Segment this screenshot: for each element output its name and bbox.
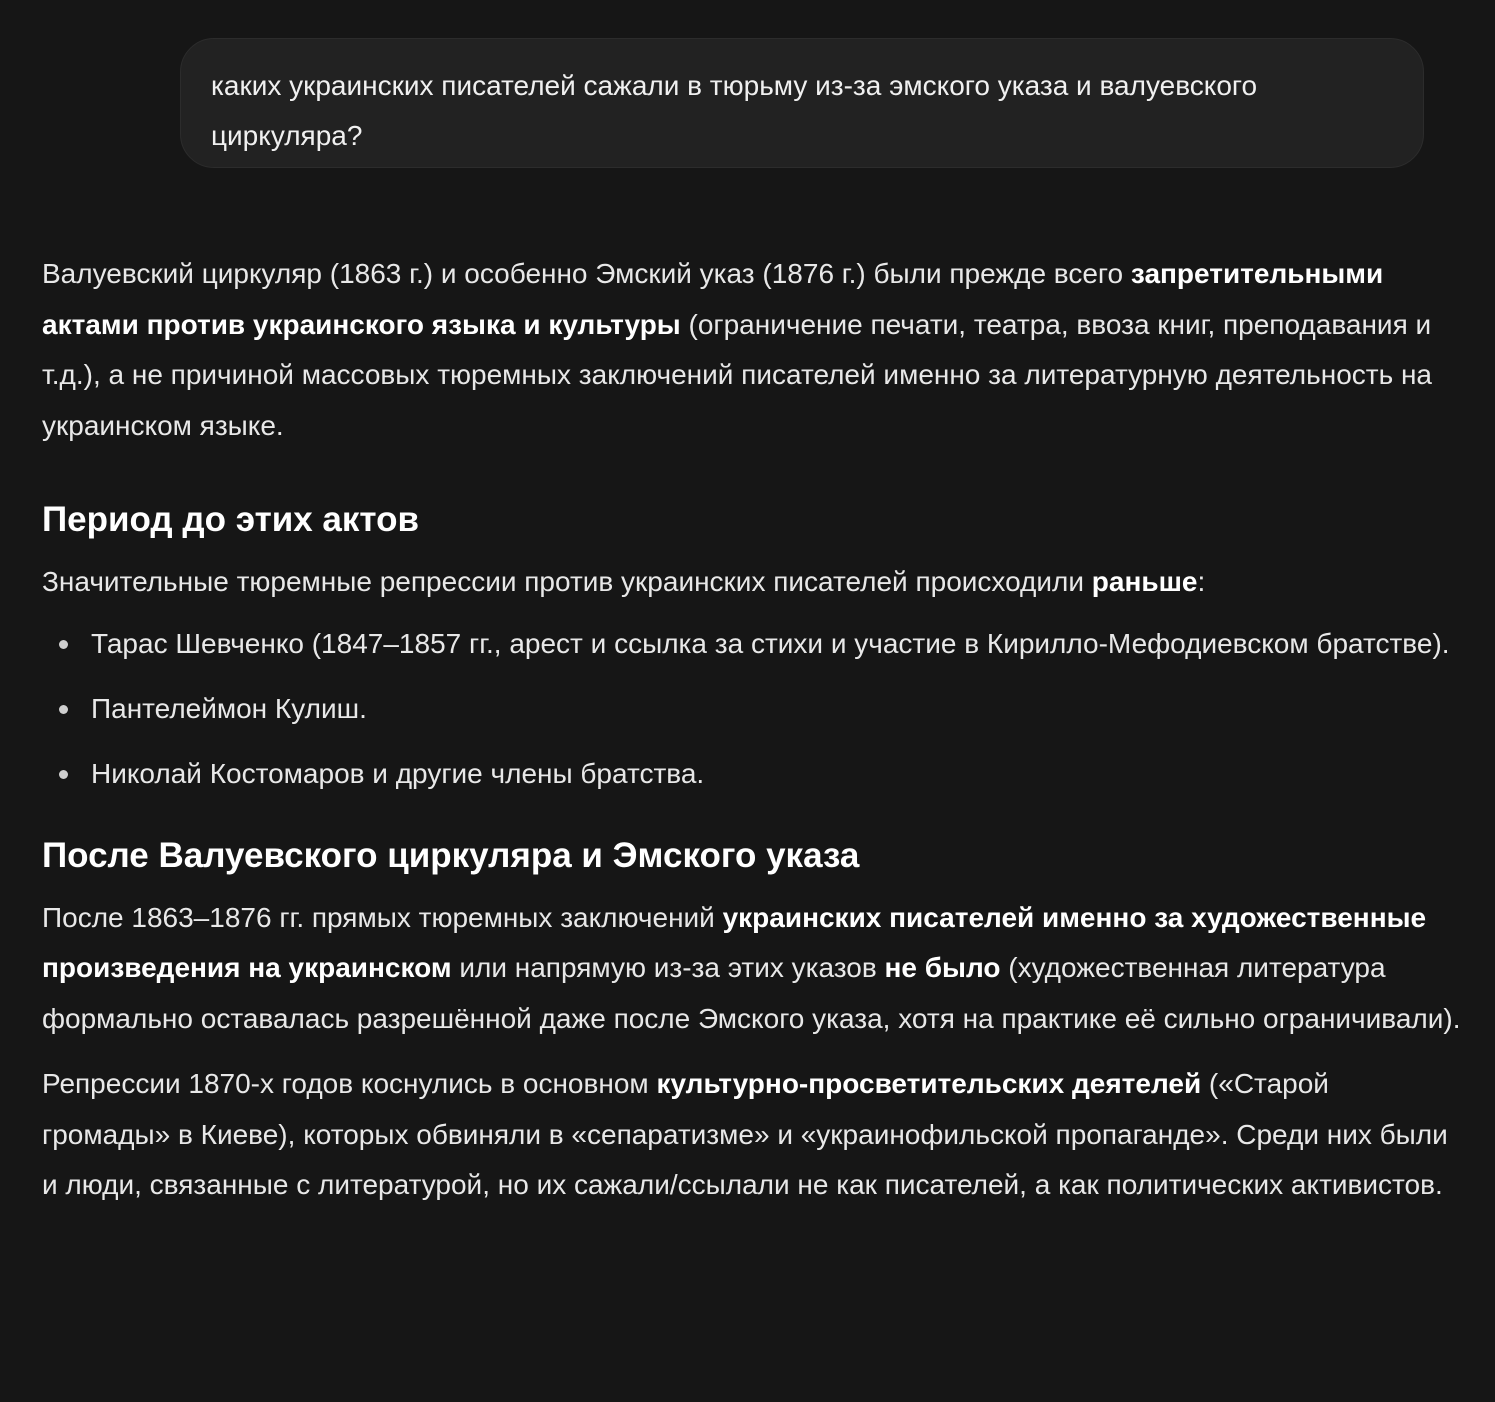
bullet-dot-icon [59,705,68,714]
heading-before-acts: Период до этих актов [42,500,419,539]
user-message-text [211,61,1393,161]
after2-text-2: («Старой громады» в Киеве), которых обвиняли в «сепаратизме» и «украинофильской пропаганде». Среди них были и люди, связанные с литературой, но их сажали/ссылали не как писателей, а как политических активистов. [42,1068,1448,1200]
after1-bold-1: украинских писателей именно за художественные произведения на украинском [42,901,1427,983]
list-item-text: Тарас Шевченко (1847–1857 гг., арест и ссылка за стихи и участие в Кирилло-Мефодиевском братстве). [91,627,1450,659]
after1-bold-2: не было [884,952,1001,983]
intro-bold-1: запретительными актами против украинского языка и культуры [42,258,1384,340]
list-item [42,619,1462,669]
list-item-text: Николай Костомаров и другие члены братства. [91,757,705,789]
intro-paragraph [42,249,1462,451]
heading-after-acts: После Валуевского циркуляра и Эмского указа [42,835,860,875]
assistant-response [42,249,1462,1211]
before-acts-paragraph [42,557,1462,608]
after2-bold-1: культурно-просветительских деятелей [656,1068,1202,1099]
writers-list [42,619,1462,799]
after1-text-3: (художественная литература формально оставалась разрешённой даже после Эмского указа, хотя на практике её сильно ограничивали). [42,952,1461,1034]
after2-text-1: Репрессии 1870-х годов коснулись в основном [42,1068,657,1099]
list-item-text: Пантелеймон Кулиш. [91,692,367,724]
after-acts-paragraph-1 [42,893,1462,1045]
user-message-line-1: каких украинских писателей сажали в тюрьму из-за эмского указа и валуевского [211,70,1258,101]
intro-text-2: (ограничение печати, театра, ввоза книг, преподавания и т.д.), а не причиной массовых тюремных заключений писателей именно за литературную деятельность на украинском языке. [42,308,1432,441]
after1-text-1: После 1863–1876 гг. прямых тюремных заключений [42,901,723,933]
user-message-line-2: циркуляра? [211,120,363,151]
before-text-2: : [1197,566,1206,597]
before-text-1: Значительные тюремные репрессии против украинских писателей происходили [42,566,1092,597]
list-item [42,749,1462,799]
bullet-dot-icon [59,640,68,649]
before-bold-1: раньше [1091,566,1198,597]
intro-text-1: Валуевский циркуляр (1863 г.) и особенно Эмский указ (1876 г.) были прежде всего [42,258,1131,289]
user-message-bubble [180,38,1424,168]
bullet-dot-icon [59,770,68,779]
after1-text-2: или напрямую из-за этих указов [451,952,885,983]
after-acts-paragraph-2 [42,1059,1462,1211]
list-item [42,684,1462,734]
